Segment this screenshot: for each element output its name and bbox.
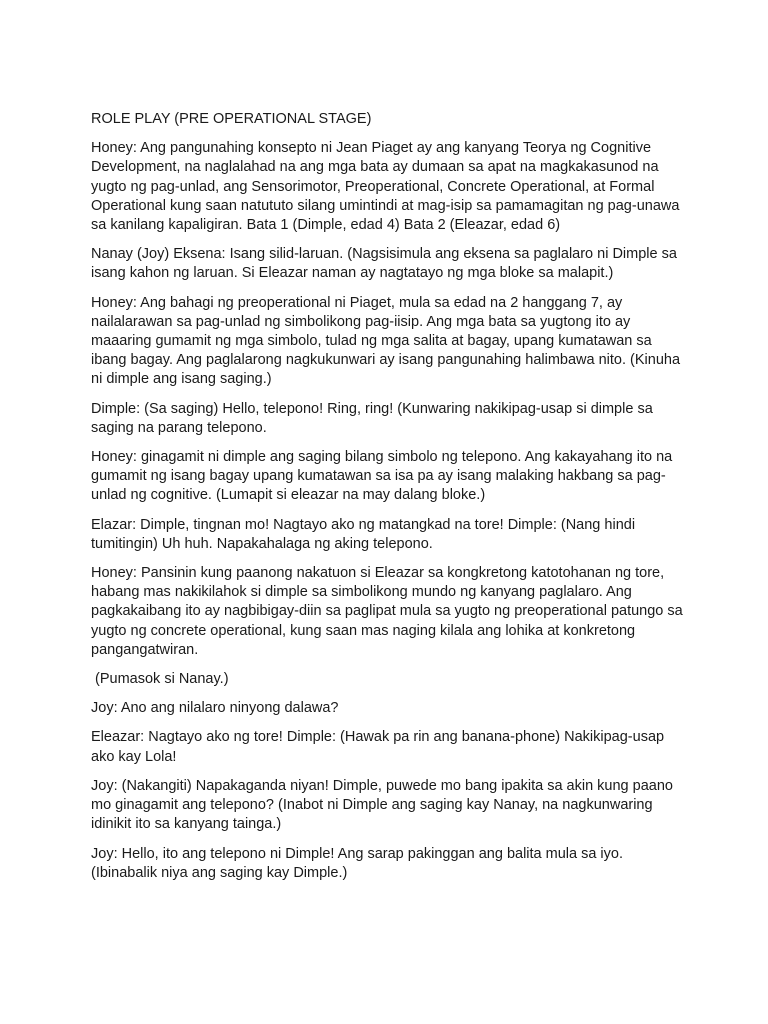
paragraph-scene-setting: Nanay (Joy) Eksena: Isang silid-laruan. (Nagsisimula ang eksena sa paglalaro ni Dimple sa isang kahon ng laruan. Si Eleazar naman ay nagtatayo ng mga bloke sa malapit.) [91, 246, 677, 282]
paragraph-honey-intro: Honey: Ang pangunahing konsepto ni Jean Piaget ay ang kanyang Teorya ng Cognitive Development, na naglalahad na ang mga bata ay dumaan sa apat na magkakasunod na yugto ng pag-unlad, ang Sensorimotor, Preoperational, Concrete Operational, at Formal Operational kung saan natututo silang umintindi at mag-isip sa pamamagitan ng pag-unawa sa kanilang kapaligiran. Bata 1 (Dimple, edad 4) Bata 2 (Eleazar, edad 6) [91, 140, 680, 234]
paragraph-nanay-enters: (Pumasok si Nanay.) [91, 671, 229, 688]
paragraph-honey-symbol: Honey: ginagamit ni dimple ang saging bilang simbolo ng telepono. Ang kakayahang ito na gumamit ng isang bagay upang kumatawan sa isa pa ay isang malaking hakbang sa pag-unlad ng cognitive. (Lumapit si eleazar na may dalang bloke.) [91, 449, 673, 504]
paragraph-honey-contrast: Honey: Pansinin kung paanong nakatuon si Eleazar sa kongkretong katotohanan ng tore, habang mas nakikilahok si dimple sa simbolikong mundo ng kanyang paglalaro. Ang pagkakaibang ito ay nagbibigay-diin sa paglipat mula sa yugto ng preoperational patungo sa yugto ng concrete operational, kung saan mas naging kilala ang lohika at konkretong pangangatwiran. [91, 565, 683, 658]
paragraph-elazar-tower: Elazar: Dimple, tingnan mo! Nagtayo ako ng matangkad na tore! Dimple: (Nang hindi tumitingin) Uh huh. Napakahalaga ng aking telepono. [91, 516, 636, 552]
paragraph-eleazar-reply: Eleazar: Nagtayo ako ng tore! Dimple: (Hawak pa rin ang banana-phone) Nakikipag-usap ako kay Lola! [91, 729, 665, 765]
paragraph-joy-question: Joy: Ano ang nilalaro ninyong dalawa? [91, 700, 339, 717]
paragraph-honey-preoperational: Honey: Ang bahagi ng preoperational ni Piaget, mula sa edad na 2 hanggang 7, ay nailalarawan sa pag-unlad ng simbolikong pag-iisip. Ang mga bata sa yugtong ito ay maaaring gumamit ng mga simbolo, tulad ng mga salita at bagay, upang kumatawan sa ibang bagay. Ang paglalarong nagkukunwari ay isang pangunahing halimbawa nito. (Kinuha ni dimple ang isang saging.) [91, 294, 681, 388]
document-page [91, 110, 686, 893]
paragraph-joy-hello: Joy: Hello, ito ang telepono ni Dimple! Ang sarap pakinggan ang balita mula sa iyo. (Ibinabalik niya ang saging kay Dimple.) [91, 845, 623, 881]
document-title: ROLE PLAY (PRE OPERATIONAL STAGE) [91, 111, 372, 127]
paragraph-dimple-phone: Dimple: (Sa saging) Hello, telepono! Ring, ring! (Kunwaring nakikipag-usap si dimple sa saging na parang telepono. [91, 400, 653, 436]
paragraph-joy-smiling: Joy: (Nakangiti) Napakaganda niyan! Dimple, puwede mo bang ipakita sa akin kung paano mo ginagamit ang telepono? (Inabot ni Dimple ang saging kay Nanay, na nagkunwaring idinikit ito sa kanyang tainga.) [91, 777, 673, 833]
